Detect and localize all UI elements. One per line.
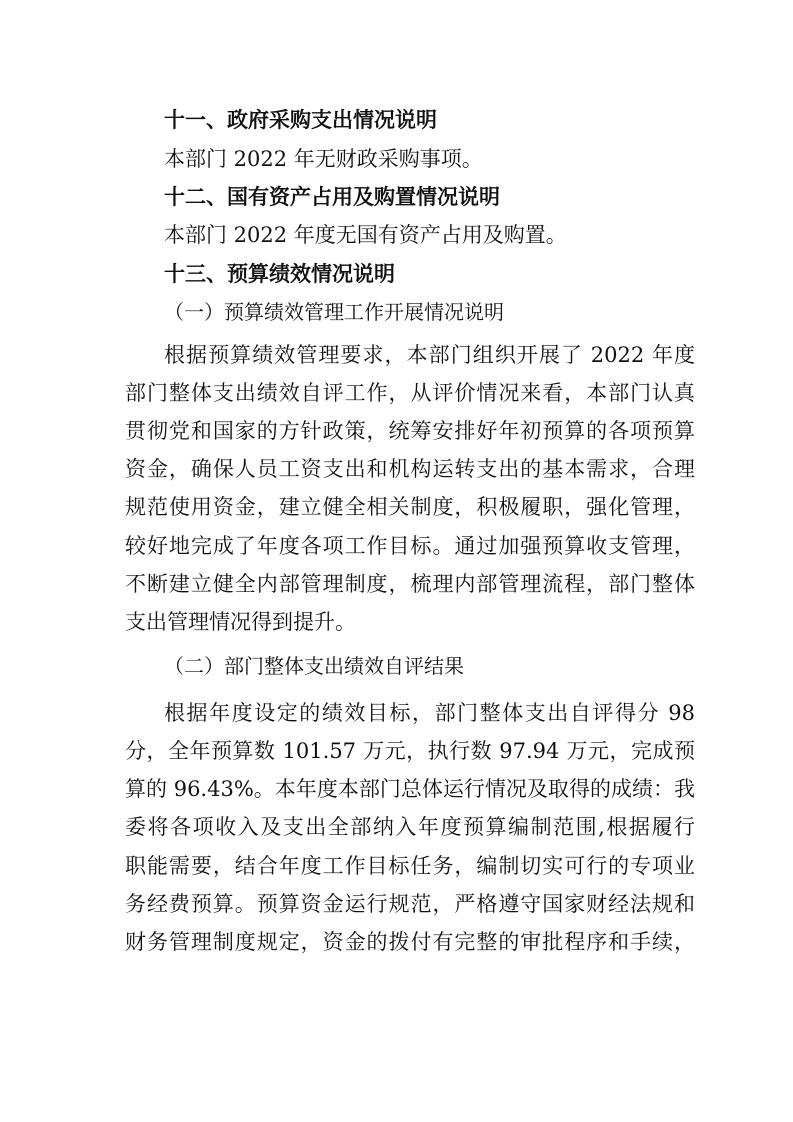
section-13-heading: 十三、预算绩效情况说明 — [164, 262, 395, 286]
paragraph-line: 算的 96.43%。本年度本部门总体运行情况及取得的成绩：我 — [125, 777, 695, 801]
paragraph-line: 部门整体支出绩效自评工作，从评价情况来看，本部门认真 — [125, 381, 695, 405]
paragraph-line: 务经费预算。预算资金运行规范，严格遵守国家财经法规和 — [125, 892, 695, 916]
paragraph-line: 委将各项收入及支出全部纳入年度预算编制范围,根据履行 — [125, 815, 695, 839]
paragraph-line: 不断建立健全内部管理制度，梳理内部管理流程，部门整体 — [125, 572, 695, 596]
paragraph-line: 贯彻党和国家的方针政策，统筹安排好年初预算的各项预算 — [125, 419, 695, 443]
paragraph-line: 资金，确保人员工资支出和机构运转支出的基本需求，合理 — [125, 457, 695, 481]
paragraph-line: 根据预算绩效管理要求，本部门组织开展了 2022 年度 — [164, 343, 695, 367]
section-12-heading: 十二、国有资产占用及购置情况说明 — [164, 185, 500, 209]
section-11-body: 本部门 2022 年无财政采购事项。 — [164, 147, 483, 171]
paragraph-line: 较好地完成了年度各项工作目标。通过加强预算收支管理， — [125, 534, 695, 558]
section-13-sub2-heading: （二）部门整体支出绩效自评结果 — [164, 654, 464, 678]
section-11-heading: 十一、政府采购支出情况说明 — [164, 108, 437, 132]
paragraph-line: 财务管理制度规定，资金的拨付有完整的审批程序和手续， — [125, 930, 695, 954]
section-12-body: 本部门 2022 年度无国有资产占用及购置。 — [164, 223, 567, 247]
paragraph-line: 职能需要，结合年度工作目标任务，编制切实可行的专项业 — [125, 854, 695, 878]
paragraph-line: 分，全年预算数 101.57 万元，执行数 97.94 万元，完成预 — [125, 739, 695, 763]
paragraph-line: 根据年度设定的绩效目标，部门整体支出自评得分 98 — [164, 701, 695, 725]
paragraph-line: 规范使用资金，建立健全相关制度，积极履职，强化管理， — [125, 495, 695, 519]
paragraph-line: 支出管理情况得到提升。 — [125, 610, 356, 634]
section-13-sub1-heading: （一）预算绩效管理工作开展情况说明 — [164, 300, 504, 324]
